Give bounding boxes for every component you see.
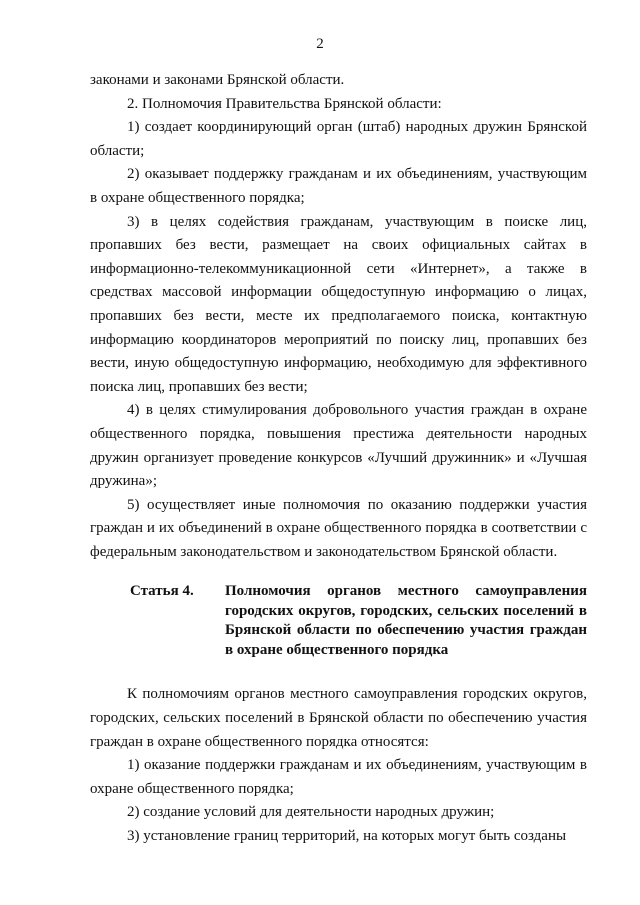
paragraph: К полномочиям органов местного самоуправления городских округов, городских, сельских поселений в Брянской области по обеспечению участия граждан в охране общественного порядка относятся: xyxy=(90,686,587,750)
article-number: Статья 4. xyxy=(130,583,194,600)
list-item: 1) оказание поддержки гражданам и их объединениям, участвующим в охране общественного порядка; xyxy=(90,757,587,797)
list-item: 3) в целях содействия гражданам, участвующим в поиске лиц, пропавших без вести, размещает на своих официальных сайтах в информационно-телекоммуникационной сети «Интернет», а также в средствах массовой информации общедоступную информацию о лицах, пропавших без вести, месте их предполагаемого поиска, контактную информацию координаторов мероприятий по поиску лиц, пропавших без вести, иную общедоступную информацию, необходимую для эффективного поиска лиц, пропавших без вести; xyxy=(90,213,587,395)
list-item: 2) создание условий для деятельности народных дружин; xyxy=(127,804,495,821)
list-item: 3) установление границ территорий, на которых могут быть созданы xyxy=(127,828,567,845)
document-body xyxy=(90,69,587,849)
page-number: 2 xyxy=(316,36,324,52)
list-item: 4) в целях стимулирования добровольного участия граждан в охране общественного порядка, повышения престижа деятельности народных дружин организует проведение конкурсов «Лучший дружинник» и «Лучшая дружина»; xyxy=(90,402,587,490)
article-title: Полномочия органов местного самоуправления городских округов, городских, сельских поселений в Брянской области по обеспечению участия граждан в охране общественного порядка xyxy=(225,583,587,658)
list-item: 2) оказывает поддержку гражданам и их объединениям, участвующим в охране общественного порядка; xyxy=(90,166,587,206)
article-heading xyxy=(90,582,587,660)
paragraph: законами и законами Брянской области. xyxy=(90,72,345,88)
list-item: 5) осуществляет иные полномочия по оказанию поддержки участия граждан и их объединений в охране общественного порядка в соответствии с федеральным законодательством и законодательством Брянской области. xyxy=(90,496,587,560)
list-item: 1) создает координирующий орган (штаб) народных дружин Брянской области; xyxy=(90,119,587,159)
paragraph: 2. Полномочия Правительства Брянской области: xyxy=(127,95,442,112)
